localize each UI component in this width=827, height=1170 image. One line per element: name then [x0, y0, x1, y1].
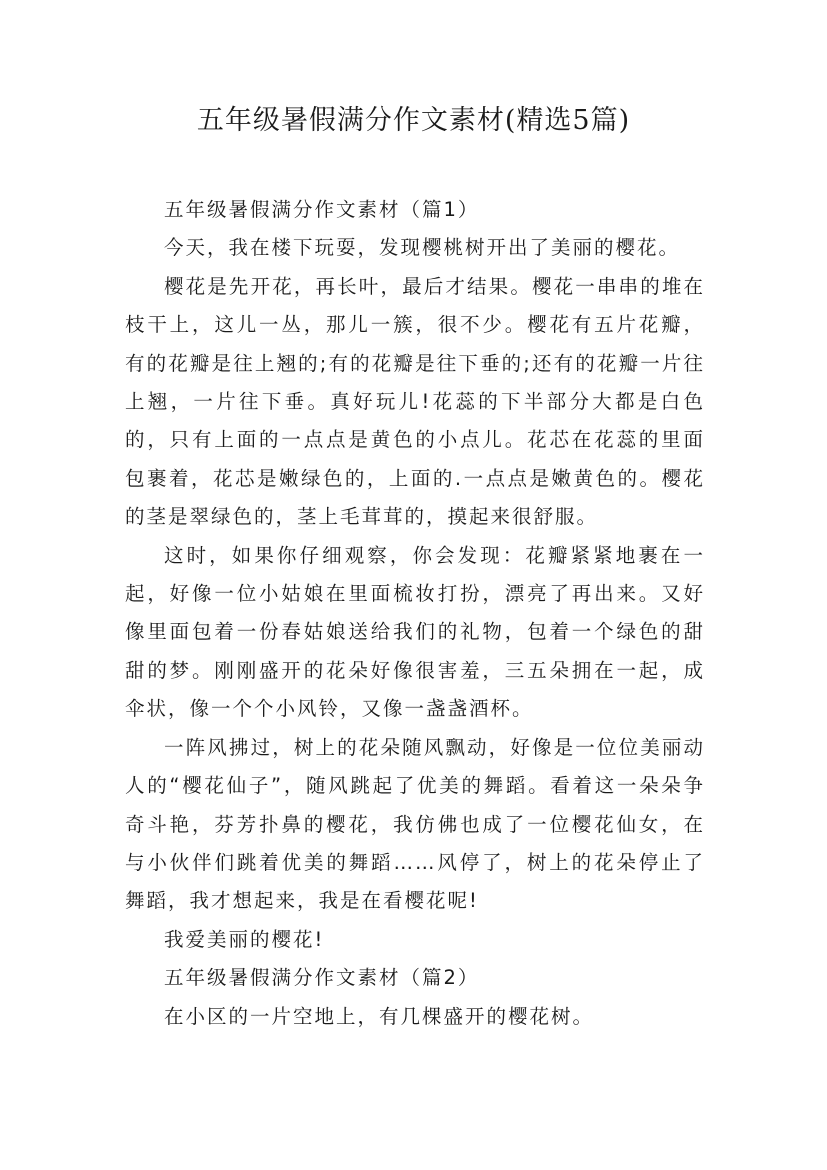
paragraph: 我爱美丽的樱花! [164, 927, 325, 951]
paragraph: 樱花是先开花，再长叶，最后才结果。樱花一串串的堆在枝干上，这儿一丛，那儿一簇，很不少。樱花有五片花瓣，有的花瓣是往上翘的;有的花瓣是往下垂的;还有的花瓣一片往上翘，一片往下垂。真好玩儿!花蕊的下半部分大都是白色的，只有上面的一点点是黄色的小点儿。花芯在花蕊的里面包裹着，花芯是嫩绿色的，上面的.一点点是嫩黄色的。樱花的茎是翠绿色的，茎上毛茸茸的，摸起来很舒服。 [125, 274, 705, 529]
paragraph: 这时，如果你仔细观察，你会发现：花瓣紧紧地裹在一起，好像一位小姑娘在里面梳妆打扮，漂亮了再出来。又好像里面包着一份春姑娘送给我们的礼物，包着一个绿色的甜甜的梦。刚刚盛开的花朵好像很害羞，三五朵拥在一起，成伞状，像一个个小风铃，又像一盏盏酒杯。 [125, 543, 705, 721]
paragraph: 一阵风拂过，树上的花朵随风飘动，好像是一位位美丽动人的“樱花仙子”，随风跳起了优美的舞蹈。看着这一朵朵争奇斗艳，芬芳扑鼻的樱花，我仿佛也成了一位樱花仙女，在与小伙伴们跳着优美的舞蹈……风停了，树上的花朵停止了舞蹈，我才想起来，我是在看樱花呢! [125, 735, 705, 913]
section-heading-1: 五年级暑假满分作文素材（篇1） [164, 198, 480, 221]
document-title: 五年级暑假满分作文素材(精选5篇) [196, 105, 631, 136]
paragraph: 今天，我在楼下玩耍，发现樱桃树开出了美丽的樱花。 [164, 236, 681, 260]
paragraph: 在小区的一片空地上，有几棵盛开的樱花树。 [164, 1004, 595, 1028]
document-body [125, 191, 705, 1036]
section-heading-2: 五年级暑假满分作文素材（篇2） [164, 966, 480, 990]
